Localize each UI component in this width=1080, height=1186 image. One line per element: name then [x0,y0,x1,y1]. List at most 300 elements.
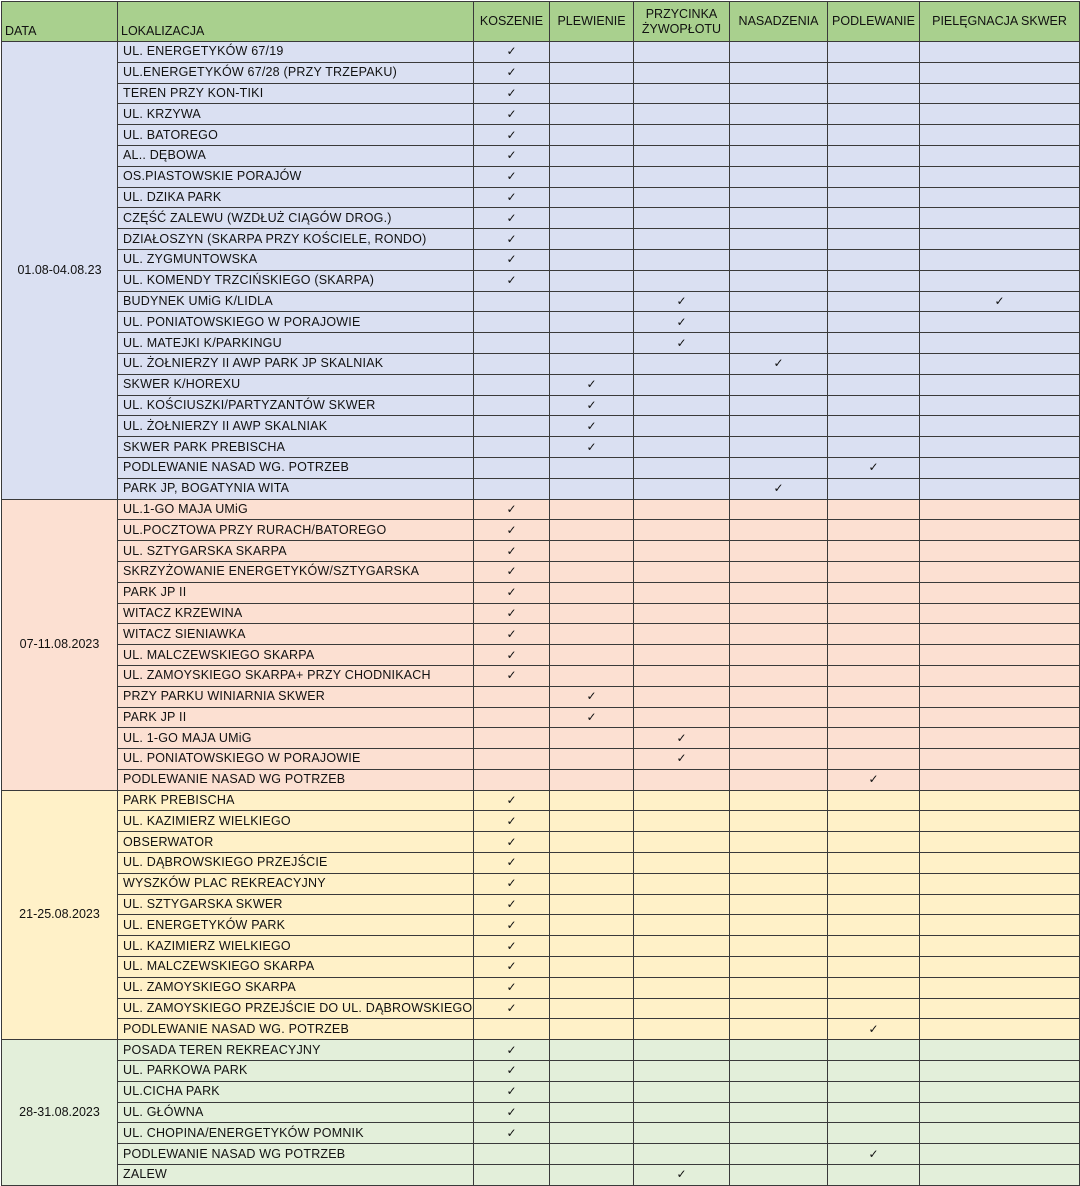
empty-task-cell [634,977,730,998]
check-mark-icon: ✓ [474,582,550,603]
check-mark-icon: ✓ [730,353,828,374]
empty-task-cell [634,686,730,707]
empty-task-cell [920,270,1080,291]
schedule-table [1,1,1080,1186]
empty-task-cell [920,561,1080,582]
empty-task-cell [730,312,828,333]
empty-task-cell [828,1102,920,1123]
empty-task-cell [550,603,634,624]
check-mark-icon: ✓ [474,229,550,250]
empty-task-cell [634,936,730,957]
empty-task-cell [634,478,730,499]
check-mark-icon: ✓ [474,187,550,208]
location-cell: WYSZKÓW PLAC REKREACYJNY [118,873,474,894]
empty-task-cell [550,520,634,541]
table-row [2,811,1080,832]
table-row [2,374,1080,395]
empty-task-cell [920,353,1080,374]
empty-task-cell [920,312,1080,333]
check-mark-icon: ✓ [474,790,550,811]
column-header-task: PODLEWANIE [828,2,920,42]
empty-task-cell [828,416,920,437]
check-mark-icon: ✓ [474,915,550,936]
empty-task-cell [550,125,634,146]
empty-task-cell [550,624,634,645]
empty-task-cell [920,1123,1080,1144]
location-cell: UL. PONIATOWSKIEGO W PORAJOWIE [118,749,474,770]
empty-task-cell [634,790,730,811]
empty-task-cell [828,873,920,894]
empty-task-cell [634,395,730,416]
check-mark-icon: ✓ [474,42,550,63]
table-row [2,312,1080,333]
location-cell: PODLEWANIE NASAD WG. POTRZEB [118,457,474,478]
empty-task-cell [828,1165,920,1186]
empty-task-cell [920,873,1080,894]
empty-task-cell [730,894,828,915]
table-row [2,1019,1080,1040]
empty-task-cell [550,187,634,208]
check-mark-icon: ✓ [474,125,550,146]
empty-task-cell [634,624,730,645]
location-cell: UL.1-GO MAJA UMiG [118,499,474,520]
empty-task-cell [634,229,730,250]
empty-task-cell [474,478,550,499]
table-row [2,1040,1080,1061]
location-cell: UL. MALCZEWSKIEGO SKARPA [118,645,474,666]
empty-task-cell [474,395,550,416]
empty-task-cell [828,83,920,104]
empty-task-cell [730,125,828,146]
empty-task-cell [828,749,920,770]
empty-task-cell [550,749,634,770]
empty-task-cell [730,686,828,707]
empty-task-cell [920,1019,1080,1040]
empty-task-cell [474,769,550,790]
check-mark-icon: ✓ [550,395,634,416]
check-mark-icon: ✓ [550,416,634,437]
check-mark-icon: ✓ [474,665,550,686]
empty-task-cell [474,1019,550,1040]
empty-task-cell [634,915,730,936]
location-cell: PODLEWANIE NASAD WG. POTRZEB [118,1019,474,1040]
location-cell: UL. ZAMOYSKIEGO PRZEJŚCIE DO UL. DĄBROWSKIEGO [118,998,474,1019]
empty-task-cell [634,1102,730,1123]
check-mark-icon: ✓ [474,894,550,915]
empty-task-cell [550,499,634,520]
empty-task-cell [920,333,1080,354]
check-mark-icon: ✓ [634,291,730,312]
empty-task-cell [550,249,634,270]
empty-task-cell [730,541,828,562]
empty-task-cell [634,1040,730,1061]
check-mark-icon: ✓ [634,333,730,354]
empty-task-cell [828,1061,920,1082]
check-mark-icon: ✓ [550,437,634,458]
check-mark-icon: ✓ [474,603,550,624]
location-cell: UL. ZYGMUNTOWSKA [118,249,474,270]
empty-task-cell [634,541,730,562]
table-row [2,270,1080,291]
empty-task-cell [474,291,550,312]
empty-task-cell [828,832,920,853]
empty-task-cell [828,541,920,562]
location-cell: AL.. DĘBOWA [118,145,474,166]
empty-task-cell [920,374,1080,395]
empty-task-cell [550,145,634,166]
check-mark-icon: ✓ [634,312,730,333]
table-row [2,749,1080,770]
location-cell: SKRZYŻOWANIE ENERGETYKÓW/SZTYGARSKA [118,561,474,582]
empty-task-cell [730,1081,828,1102]
location-cell: PARK JP II [118,582,474,603]
check-mark-icon: ✓ [474,1061,550,1082]
table-row [2,873,1080,894]
empty-task-cell [920,457,1080,478]
check-mark-icon: ✓ [474,62,550,83]
check-mark-icon: ✓ [474,145,550,166]
empty-task-cell [550,1102,634,1123]
empty-task-cell [920,707,1080,728]
empty-task-cell [550,1165,634,1186]
location-cell: POSADA TEREN REKREACYJNY [118,1040,474,1061]
table-row [2,1123,1080,1144]
empty-task-cell [634,1019,730,1040]
empty-task-cell [920,520,1080,541]
empty-task-cell [730,749,828,770]
table-row [2,208,1080,229]
check-mark-icon: ✓ [474,520,550,541]
empty-task-cell [550,62,634,83]
table-row [2,915,1080,936]
empty-task-cell [474,728,550,749]
empty-task-cell [920,166,1080,187]
empty-task-cell [550,873,634,894]
empty-task-cell [730,769,828,790]
empty-task-cell [920,749,1080,770]
empty-task-cell [634,998,730,1019]
table-row [2,998,1080,1019]
empty-task-cell [920,624,1080,645]
table-row [2,499,1080,520]
empty-task-cell [828,561,920,582]
table-body [2,42,1080,1186]
empty-task-cell [550,832,634,853]
empty-task-cell [634,437,730,458]
empty-task-cell [550,977,634,998]
empty-task-cell [730,291,828,312]
empty-task-cell [920,998,1080,1019]
empty-task-cell [634,83,730,104]
date-range-cell: 07-11.08.2023 [2,499,118,790]
empty-task-cell [634,270,730,291]
table-row [2,582,1080,603]
empty-task-cell [730,249,828,270]
empty-task-cell [730,83,828,104]
empty-task-cell [634,208,730,229]
table-row [2,104,1080,125]
empty-task-cell [920,728,1080,749]
empty-task-cell [550,42,634,63]
empty-task-cell [828,478,920,499]
location-cell: UL. KRZYWA [118,104,474,125]
check-mark-icon: ✓ [474,1102,550,1123]
empty-task-cell [730,665,828,686]
empty-task-cell [730,62,828,83]
empty-task-cell [920,416,1080,437]
empty-task-cell [828,894,920,915]
empty-task-cell [730,416,828,437]
location-cell: UL. BATOREGO [118,125,474,146]
empty-task-cell [730,977,828,998]
empty-task-cell [828,957,920,978]
empty-task-cell [634,957,730,978]
empty-task-cell [828,998,920,1019]
empty-task-cell [730,1061,828,1082]
empty-task-cell [920,145,1080,166]
empty-task-cell [550,333,634,354]
location-cell: PARK PREBISCHA [118,790,474,811]
empty-task-cell [550,208,634,229]
empty-task-cell [550,166,634,187]
table-row [2,333,1080,354]
empty-task-cell [920,249,1080,270]
location-cell: UL. ZAMOYSKIEGO SKARPA+ PRZY CHODNIKACH [118,665,474,686]
check-mark-icon: ✓ [474,811,550,832]
empty-task-cell [828,104,920,125]
empty-task-cell [474,437,550,458]
empty-task-cell [920,957,1080,978]
empty-task-cell [730,873,828,894]
empty-task-cell [920,811,1080,832]
check-mark-icon: ✓ [474,936,550,957]
empty-task-cell [730,270,828,291]
date-range-cell: 01.08-04.08.23 [2,42,118,500]
column-header-task: NASADZENIA [730,2,828,42]
empty-task-cell [828,187,920,208]
empty-task-cell [730,229,828,250]
empty-task-cell [920,936,1080,957]
table-row [2,62,1080,83]
empty-task-cell [828,42,920,63]
location-cell: BUDYNEK UMiG K/LIDLA [118,291,474,312]
empty-task-cell [474,374,550,395]
empty-task-cell [828,686,920,707]
empty-task-cell [828,624,920,645]
empty-task-cell [474,457,550,478]
empty-task-cell [550,1081,634,1102]
empty-task-cell [828,1081,920,1102]
table-row [2,541,1080,562]
empty-task-cell [730,374,828,395]
location-cell: DZIAŁOSZYN (SKARPA PRZY KOŚCIELE, RONDO) [118,229,474,250]
check-mark-icon: ✓ [474,499,550,520]
empty-task-cell [730,520,828,541]
empty-task-cell [828,790,920,811]
location-cell: UL. ENERGETYKÓW 67/19 [118,42,474,63]
empty-task-cell [550,83,634,104]
empty-task-cell [474,1144,550,1165]
empty-task-cell [920,1061,1080,1082]
empty-task-cell [550,811,634,832]
check-mark-icon: ✓ [920,291,1080,312]
empty-task-cell [634,1061,730,1082]
empty-task-cell [828,312,920,333]
location-cell: PODLEWANIE NASAD WG POTRZEB [118,1144,474,1165]
empty-task-cell [920,1040,1080,1061]
empty-task-cell [730,208,828,229]
check-mark-icon: ✓ [474,873,550,894]
empty-task-cell [828,707,920,728]
empty-task-cell [634,1081,730,1102]
empty-task-cell [730,1144,828,1165]
column-header-task: PIELĘGNACJA SKWER [920,2,1080,42]
empty-task-cell [550,957,634,978]
check-mark-icon: ✓ [474,83,550,104]
empty-task-cell [550,645,634,666]
empty-task-cell [550,582,634,603]
check-mark-icon: ✓ [474,645,550,666]
location-cell: TEREN PRZY KON-TIKI [118,83,474,104]
check-mark-icon: ✓ [828,769,920,790]
empty-task-cell [730,437,828,458]
empty-task-cell [474,416,550,437]
location-cell: UL. KAZIMIERZ WIELKIEGO [118,936,474,957]
empty-task-cell [920,686,1080,707]
empty-task-cell [828,915,920,936]
header-row [2,2,1080,42]
empty-task-cell [920,478,1080,499]
table-row [2,42,1080,63]
empty-task-cell [634,811,730,832]
empty-task-cell [730,624,828,645]
empty-task-cell [920,208,1080,229]
empty-task-cell [828,853,920,874]
check-mark-icon: ✓ [474,957,550,978]
empty-task-cell [634,374,730,395]
empty-task-cell [634,187,730,208]
empty-task-cell [920,915,1080,936]
empty-task-cell [920,645,1080,666]
empty-task-cell [920,229,1080,250]
check-mark-icon: ✓ [828,1144,920,1165]
location-cell: PARK JP, BOGATYNIA WITA [118,478,474,499]
location-cell: SKWER K/HOREXU [118,374,474,395]
table-row [2,957,1080,978]
check-mark-icon: ✓ [474,104,550,125]
check-mark-icon: ✓ [474,853,550,874]
empty-task-cell [634,62,730,83]
check-mark-icon: ✓ [730,478,828,499]
empty-task-cell [634,520,730,541]
location-cell: UL. MATEJKI K/PARKINGU [118,333,474,354]
table-row [2,520,1080,541]
table-row [2,478,1080,499]
empty-task-cell [828,291,920,312]
location-cell: PARK JP II [118,707,474,728]
empty-task-cell [828,125,920,146]
empty-task-cell [550,478,634,499]
empty-task-cell [920,42,1080,63]
empty-task-cell [730,998,828,1019]
empty-task-cell [730,832,828,853]
empty-task-cell [634,1144,730,1165]
empty-task-cell [550,1144,634,1165]
empty-task-cell [828,936,920,957]
empty-task-cell [730,957,828,978]
empty-task-cell [550,1061,634,1082]
empty-task-cell [634,603,730,624]
empty-task-cell [730,1165,828,1186]
empty-task-cell [550,291,634,312]
empty-task-cell [730,333,828,354]
location-cell: SKWER PARK PREBISCHA [118,437,474,458]
location-cell: UL. MALCZEWSKIEGO SKARPA [118,957,474,978]
empty-task-cell [828,499,920,520]
empty-task-cell [828,145,920,166]
check-mark-icon: ✓ [550,374,634,395]
empty-task-cell [828,62,920,83]
empty-task-cell [828,208,920,229]
table-row [2,707,1080,728]
location-cell: UL. PONIATOWSKIEGO W PORAJOWIE [118,312,474,333]
table-row [2,1081,1080,1102]
empty-task-cell [550,936,634,957]
empty-task-cell [920,977,1080,998]
table-row [2,416,1080,437]
empty-task-cell [730,645,828,666]
empty-task-cell [634,769,730,790]
empty-task-cell [550,665,634,686]
table-row [2,790,1080,811]
empty-task-cell [634,561,730,582]
location-cell: UL. KOŚCIUSZKI/PARTYZANTÓW SKWER [118,395,474,416]
empty-task-cell [920,125,1080,146]
empty-task-cell [730,1123,828,1144]
check-mark-icon: ✓ [474,624,550,645]
check-mark-icon: ✓ [550,686,634,707]
empty-task-cell [920,187,1080,208]
empty-task-cell [730,915,828,936]
empty-task-cell [828,374,920,395]
empty-task-cell [550,1123,634,1144]
empty-task-cell [730,561,828,582]
empty-task-cell [550,894,634,915]
table-row [2,291,1080,312]
empty-task-cell [474,312,550,333]
empty-task-cell [730,145,828,166]
empty-task-cell [920,104,1080,125]
table-row [2,728,1080,749]
table-row [2,853,1080,874]
check-mark-icon: ✓ [474,249,550,270]
table-row [2,894,1080,915]
empty-task-cell [550,790,634,811]
empty-task-cell [920,1102,1080,1123]
empty-task-cell [730,499,828,520]
empty-task-cell [474,686,550,707]
empty-task-cell [634,582,730,603]
empty-task-cell [550,312,634,333]
empty-task-cell [634,125,730,146]
empty-task-cell [730,187,828,208]
empty-task-cell [920,894,1080,915]
location-cell: CZĘŚĆ ZALEWU (WZDŁUŻ CIĄGÓW DROG.) [118,208,474,229]
table-row [2,977,1080,998]
empty-task-cell [730,1019,828,1040]
location-cell: UL. ŻOŁNIERZY II AWP PARK JP SKALNIAK [118,353,474,374]
empty-task-cell [828,811,920,832]
